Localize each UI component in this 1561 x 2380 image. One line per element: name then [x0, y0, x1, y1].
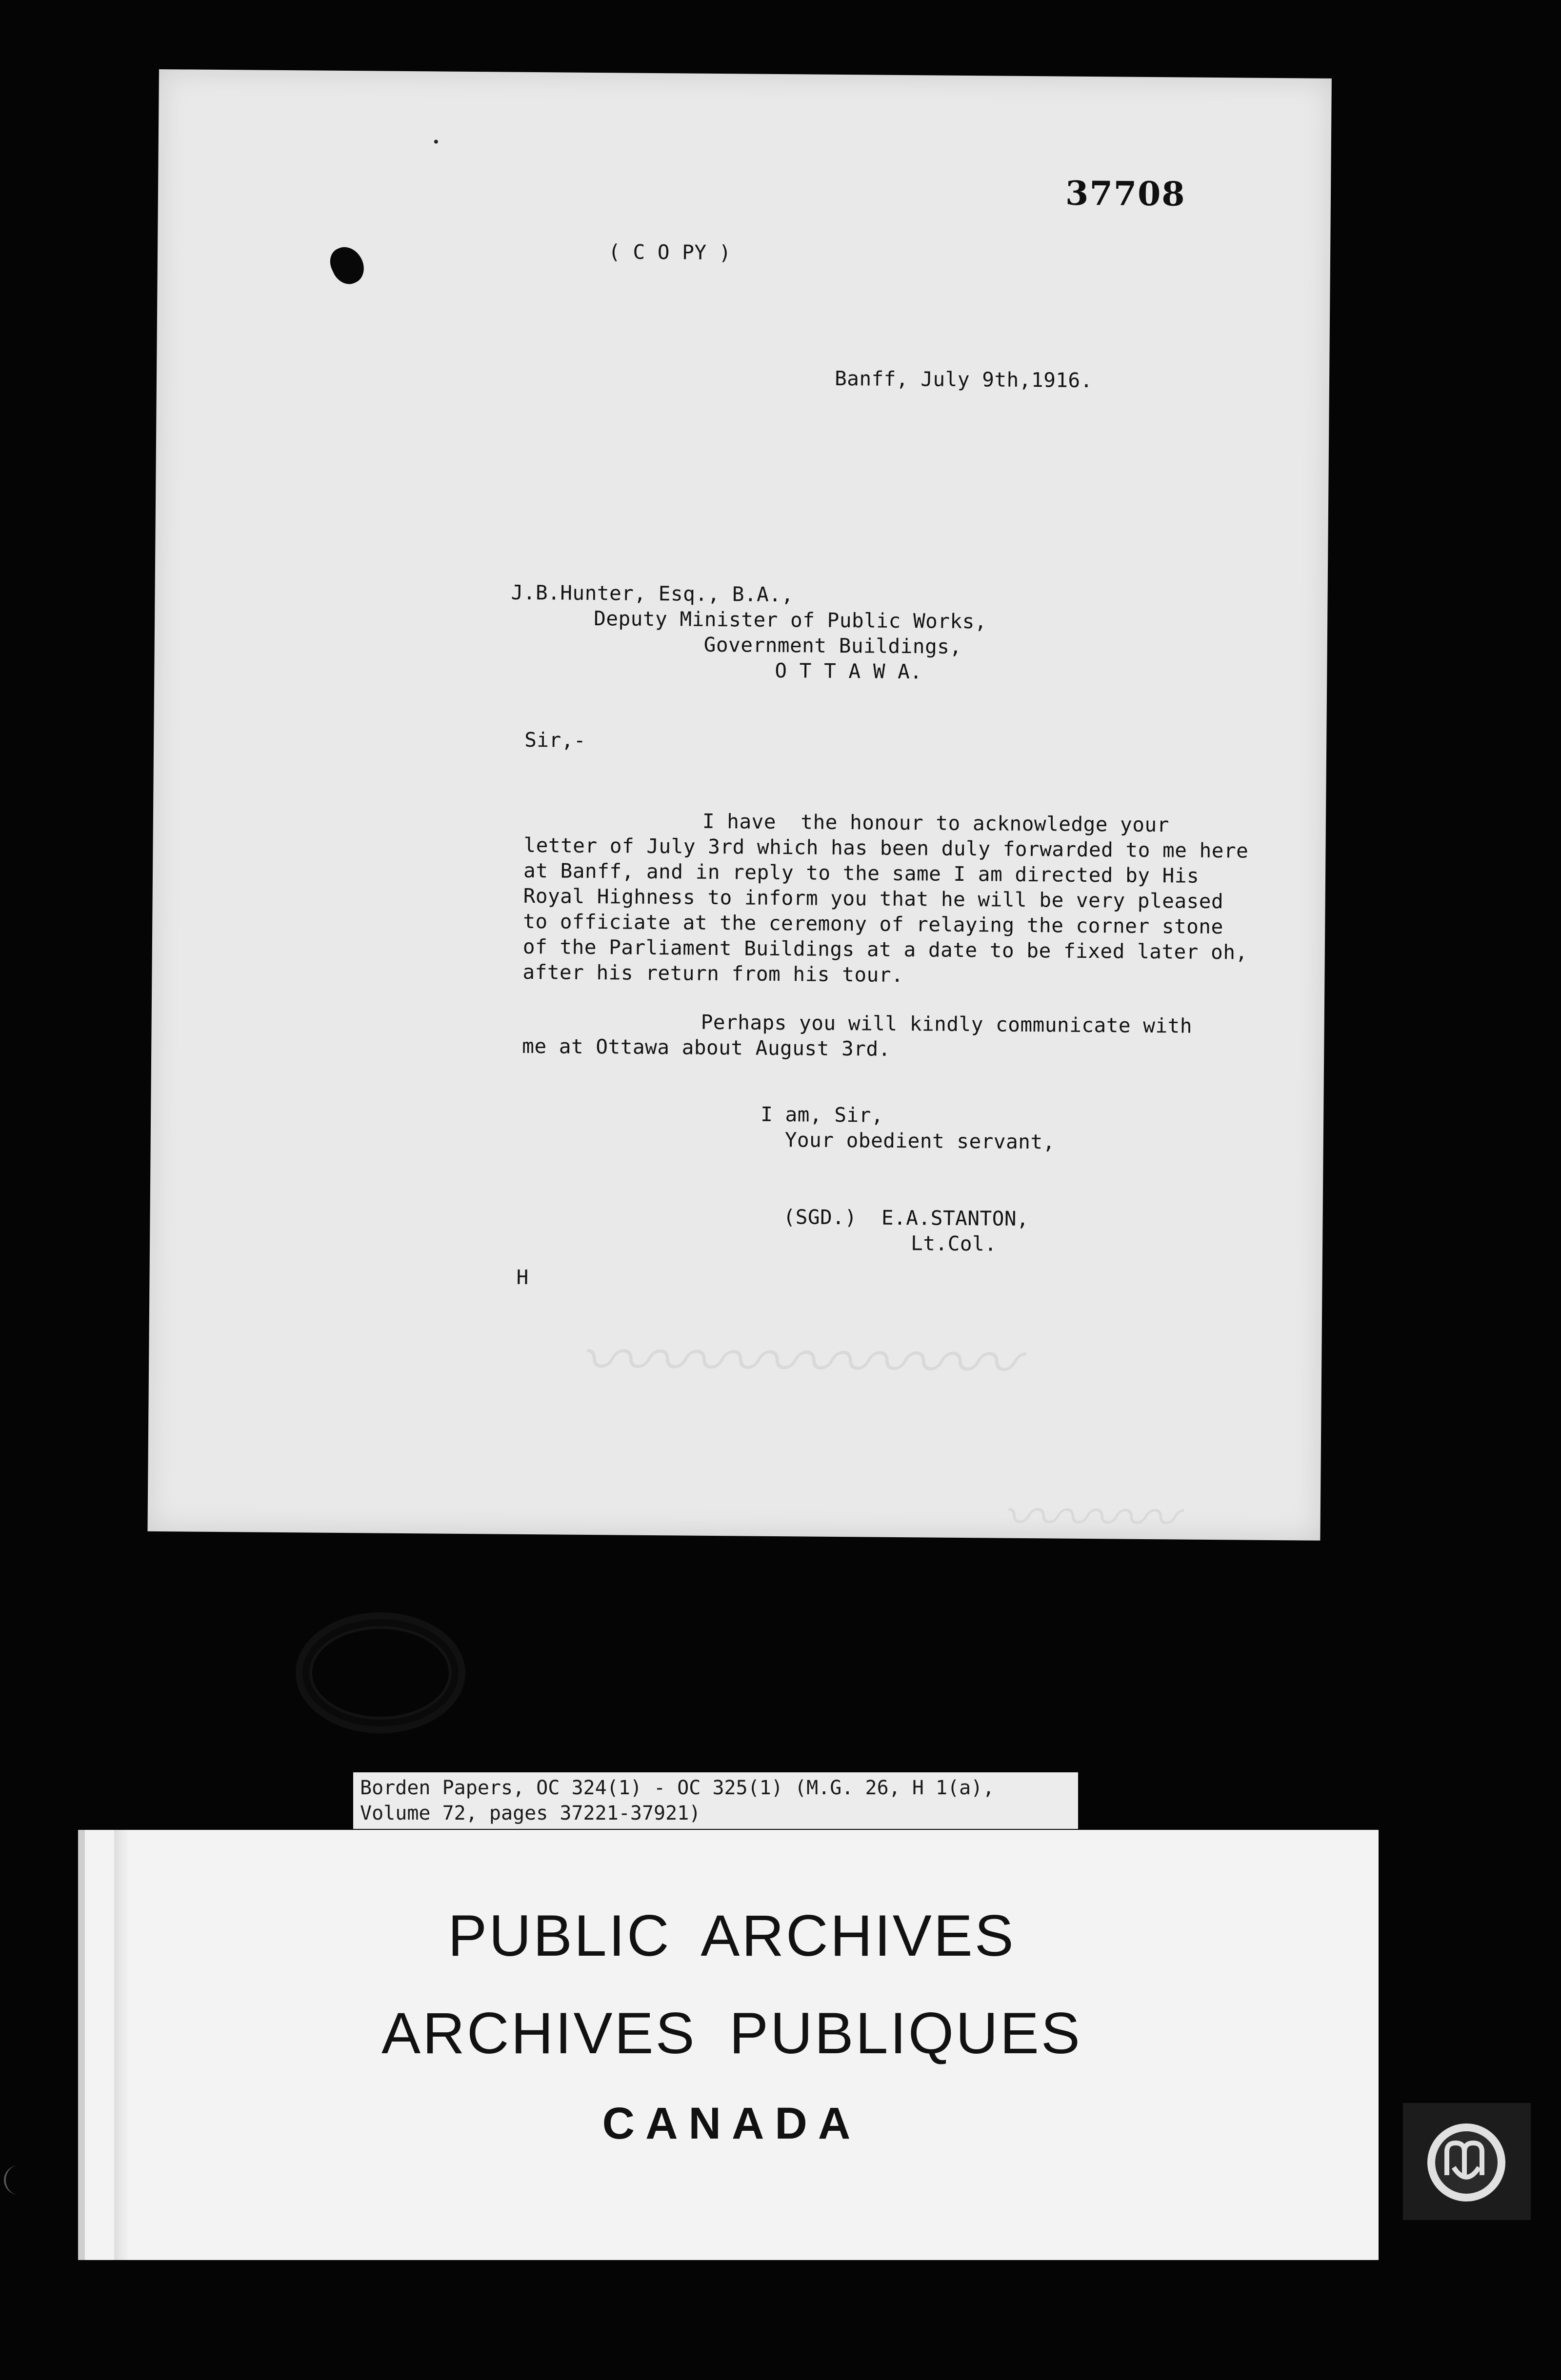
signature-line: (SGD.) E.A.STANTON, — [783, 1205, 1029, 1231]
film-smudge — [312, 1629, 449, 1717]
addressee-line: O T T A W A. — [775, 658, 922, 684]
letter-sheet — [147, 69, 1331, 1553]
hole-punch-mark — [325, 241, 370, 289]
body-line: Perhaps you will kindly communicate with — [700, 1010, 1193, 1038]
microfilm-seal — [1403, 2103, 1531, 2220]
addressee-line: Deputy Minister of Public Works, — [593, 607, 987, 634]
seal-icon — [1424, 2121, 1508, 2204]
body-line: Royal Highness to inform you that he will be very pleased — [523, 884, 1224, 913]
body-line: at Banff, and in reply to the same I am directed by His — [523, 858, 1200, 888]
citation-line: Borden Papers, OC 324(1) - OC 325(1) (M.G. 26, H 1(a), — [360, 1777, 995, 1799]
body-line: me at Ottawa about August 3rd. — [522, 1034, 891, 1061]
signature-line: Lt.Col. — [910, 1231, 997, 1256]
body-line: letter of July 3rd which has been duly forwarded to me here — [523, 833, 1249, 863]
closing-line: I am, Sir, — [760, 1102, 884, 1127]
bleed-through-mark: 〰〰〰 — [1001, 1484, 1178, 1553]
page-number-stamp: 37708 — [1065, 174, 1186, 214]
addressee-line: J.B.Hunter, Esq., B.A., — [511, 580, 794, 607]
addressee-line: Government Buildings, — [703, 633, 962, 658]
citation-strip — [353, 1772, 1078, 1829]
body-line: to officiate at the ceremony of relaying the corner stone — [523, 909, 1223, 939]
body-line: I have the honour to acknowledge your — [702, 809, 1170, 837]
paper-speck — [434, 139, 438, 143]
archive-title-french: ARCHIVES PUBLIQUES — [381, 2001, 1082, 2066]
archive-title-english: PUBLIC ARCHIVES — [448, 1903, 1016, 1968]
archive-label-card — [78, 1830, 1379, 2260]
body-line: of the Parliament Buildings at a date to be fixed later oh, — [522, 934, 1248, 964]
typist-initial: H — [516, 1265, 529, 1289]
bleed-through-mark: 〰〰〰〰〰〰 — [578, 1318, 1018, 1407]
archive-country: CANADA — [602, 2099, 861, 2148]
place-date: Banff, July 9th,1916. — [834, 366, 1093, 393]
film-edge-mark — [4, 2165, 19, 2195]
copy-label: ( C O PY ) — [608, 240, 732, 265]
closing-line: Your obedient servant, — [784, 1128, 1056, 1154]
salutation: Sir,- — [524, 728, 586, 752]
body-line: after his return from his tour. — [522, 960, 904, 987]
citation-line: Volume 72, pages 37221-37921) — [360, 1802, 701, 1825]
